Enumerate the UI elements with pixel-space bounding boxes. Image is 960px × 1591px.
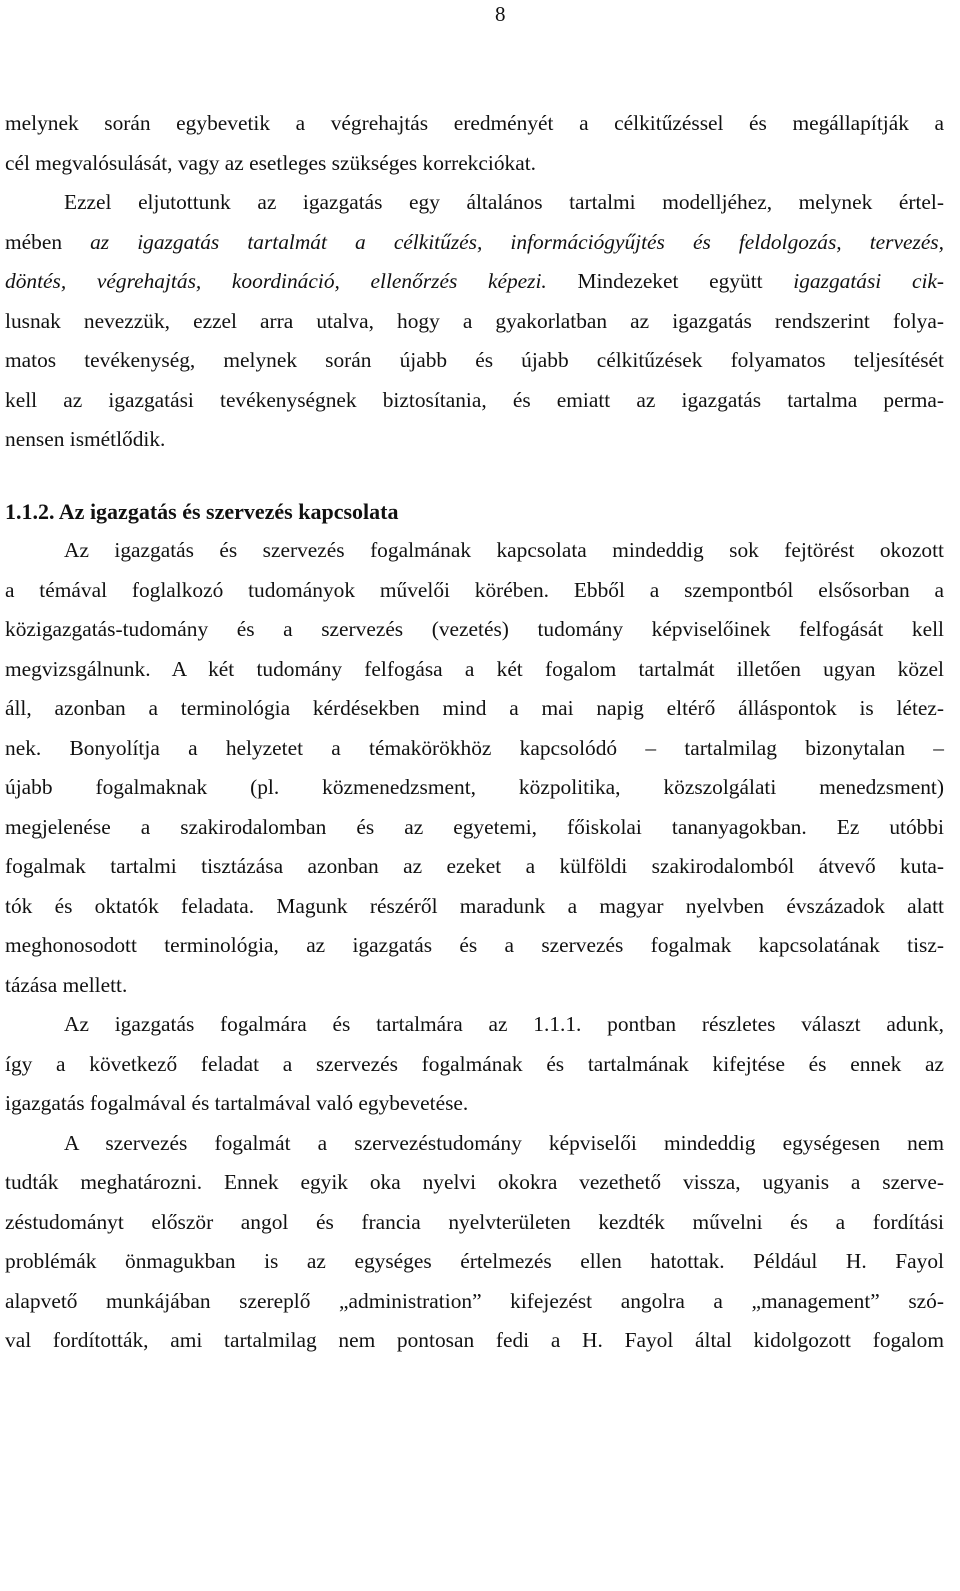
paragraph xyxy=(5,1005,944,1124)
text-line: a témával foglalkozó tudományok művelői körében. Ebből a szempontból elsősorban a xyxy=(5,577,944,602)
italic-text: igazgatási cik- xyxy=(793,269,944,293)
text-line: igazgatás fogalmával és tartalmával való egybevetése. xyxy=(5,1091,469,1115)
text-line: fogalmak tartalmi tisztázása azonban az ezeket a külföldi szakirodalomból átvevő kuta- xyxy=(5,854,944,878)
text-line: val fordították, ami tartalmilag nem pontosan fedi a H. Fayol által kidolgozott fogalom xyxy=(5,1328,944,1352)
text-line: tók és oktatók feladata. Magunk részéről maradunk a magyar nyelvben évszázadok alatt xyxy=(5,893,944,918)
text-line: nek. Bonyolítja a helyzetet a témakörökhöz kapcsolódó – tartalmilag bizonytalan – xyxy=(5,735,944,760)
text-line: nensen ismétlődik. xyxy=(5,427,166,451)
text-line: Ezzel eljutottunk az igazgatás egy általános tartalmi modelljéhez, melynek értel- xyxy=(64,190,944,214)
text-line: cél megvalósulását, vagy az esetleges szükséges korrekciókat. xyxy=(5,150,536,175)
text-span: Mindezeket együtt xyxy=(546,269,794,293)
text-line: A szervezés fogalmát a szervezéstudomány képviselői mindeddig egységesen nem xyxy=(64,1130,944,1155)
text-line: megjelenése a szakirodalomban és az egyetemi, főiskolai tananyagokban. Ez utóbbi xyxy=(5,814,944,839)
text-line xyxy=(5,223,944,263)
text-line: lusnak nevezzük, ezzel arra utalva, hogy a gyakorlatban az igazgatás rendszerint folya- xyxy=(5,308,944,333)
document-body xyxy=(5,104,944,1361)
text-line: megvizsgálnunk. A két tudomány felfogása a két fogalom tartalmát illetően ugyan közel xyxy=(5,656,944,681)
paragraph xyxy=(5,531,944,1005)
text-line: így a következő feladat a szervezés fogalmának és tartalmának kifejtése és ennek az xyxy=(5,1051,944,1076)
text-line: meghonosodott terminológia, az igazgatás és a szervezés fogalmak kapcsolatának tisz- xyxy=(5,933,944,957)
text-line: közigazgatás-tudomány és a szervezés (vezetés) tudomány képviselőinek felfogását kell xyxy=(5,617,944,641)
text-line: problémák önmagukban is az egységes értelmezés ellen hatottak. Például H. Fayol xyxy=(5,1249,944,1273)
paragraph xyxy=(5,104,944,183)
text-line: áll, azonban a terminológia kérdésekben mind a mai napig eltérő álláspontok is létez- xyxy=(5,696,944,720)
italic-text: döntés, végrehajtás, koordináció, ellenőrzés képezi. xyxy=(5,269,547,293)
text-line: zéstudományt először angol és francia nyelvterületen kezdték művelni és a fordítási xyxy=(5,1209,944,1234)
text-line: matos tevékenység, melynek során újabb és újabb célkitűzések folyamatos teljesítését xyxy=(5,348,944,372)
text-line: Az igazgatás és szervezés fogalmának kapcsolata mindeddig sok fejtörést okozott xyxy=(64,538,944,562)
spacer xyxy=(5,460,944,492)
text-line: tudták meghatározni. Ennek egyik oka nyelvi okokra vezethető vissza, ugyanis a szerve- xyxy=(5,1170,944,1194)
text-line: tázása mellett. xyxy=(5,972,128,997)
text-line: melynek során egybevetik a végrehajtás eredményét a célkitűzéssel és megállapítják a xyxy=(5,111,944,135)
text-line: Az igazgatás fogalmára és tartalmára az 1.1.1. pontban részletes választ adunk, xyxy=(64,1012,944,1036)
text-line: kell az igazgatási tevékenységnek biztosítania, és emiatt az igazgatás tartalma perma- xyxy=(5,387,944,412)
text-line xyxy=(5,262,944,302)
section-heading: 1.1.2. Az igazgatás és szervezés kapcsolata xyxy=(5,498,399,524)
paragraph xyxy=(5,1124,944,1361)
text-span: mében xyxy=(5,229,91,254)
paragraph xyxy=(5,183,944,460)
text-line: újabb fogalmaknak (pl. közmenedzsment, közpolitika, közszolgálati menedzsment) xyxy=(5,775,944,799)
italic-text: az igazgatás tartalmát a célkitűzés, információgyűjtés és feldolgozás, tervezés, xyxy=(90,229,944,254)
text-line: alapvető munkájában szereplő „administration” kifejezést angolra a „management” szó- xyxy=(5,1288,944,1313)
